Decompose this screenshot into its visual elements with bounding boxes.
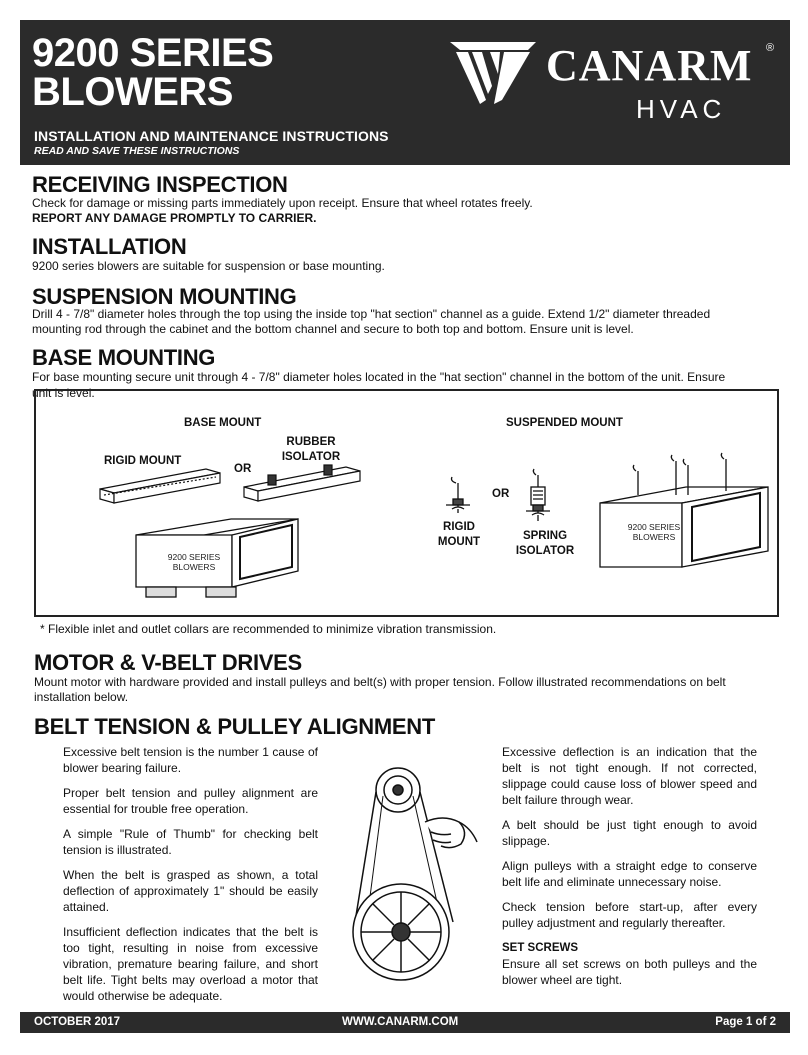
belt-left-paragraph: Insufficient deflection indicates that the belt is too tight, resulting in noise from excessive vibration, premature bearing failure, and short belt life. Tight belts may overload a motor that would otherwise be adequate. (63, 925, 318, 1003)
blower-label-2-line-1: 9200 SERIES (627, 522, 681, 532)
blower-label-1-line-1: 9200 SERIES (167, 552, 221, 562)
title-line-2: BLOWERS (32, 70, 233, 114)
belt-left-paragraph: Proper belt tension and pulley alignment are essential for trouble free operation. (63, 786, 318, 816)
canarm-logo (446, 34, 786, 124)
figure-footnote: * Flexible inlet and outlet collars are recommended to minimize vibration transmission. (40, 622, 497, 636)
blower-label-2-line-2: BLOWERS (632, 532, 676, 542)
rubber-isolator-line-1: RUBBER (286, 436, 336, 448)
receiving-text: Check for damage or missing parts immediately upon receipt. Ensure that wheel rotates freely. (32, 196, 533, 210)
motor-heading: MOTOR & V-BELT DRIVES (34, 650, 302, 675)
motor-text-1: Mount motor with hardware provided and install pulleys and belt(s) with proper tension. Follow illustrated recommendations on belt (34, 675, 726, 689)
belt-tension-illustration (343, 752, 478, 982)
motor-text-2: installation below. (34, 690, 129, 704)
rigid-hanger-icon (446, 477, 470, 513)
canarm-logo-mark-icon (446, 38, 541, 108)
spring-isolator-line-2: ISOLATOR (515, 545, 575, 557)
suspension-heading: SUSPENSION MOUNTING (32, 284, 297, 309)
belt-right-paragraph: Excessive deflection is an indication that the belt is not tight enough. If not corrected, slippage could cause loss of blower speed and belt failure through wear. (502, 745, 757, 807)
belt-left-paragraph: A simple "Rule of Thumb" for checking belt tension is illustrated. (63, 827, 318, 857)
spring-isolator-label (510, 529, 580, 559)
belt-right-paragraph: A belt should be just tight enough to avoid slippage. (502, 818, 757, 848)
rigid-mount-bar-icon (100, 469, 220, 503)
installation-heading: INSTALLATION (32, 234, 187, 259)
registered-mark: ® (766, 42, 775, 54)
header-banner (20, 20, 790, 165)
document-title (32, 31, 274, 114)
mounting-figure (34, 389, 779, 617)
brand-hvac: HVAC (636, 94, 727, 124)
belt-right-column (502, 744, 757, 988)
suspended-mount-title: SUSPENDED MOUNT (506, 417, 623, 429)
brand-name: CANARM (546, 41, 753, 90)
or-label-2: OR (492, 488, 510, 500)
belt-right-paragraph: Align pulleys with a straight edge to conserve belt life and eliminate unnecessary noise. (502, 859, 757, 889)
rigid-hanger-label (432, 520, 486, 550)
set-screws-heading: SET SCREWS (502, 942, 579, 954)
spring-isolator-line-1: SPRING (522, 530, 568, 542)
blower-label-2 (614, 522, 694, 542)
belt-heading: BELT TENSION & PULLEY ALIGNMENT (34, 714, 435, 739)
spring-isolator-icon (526, 469, 550, 521)
blower-label-1-line-2: BLOWERS (172, 562, 216, 572)
read-save-note: READ AND SAVE THESE INSTRUCTIONS (34, 145, 240, 157)
footer-bar (20, 1012, 790, 1033)
belt-left-paragraph: Excessive belt tension is the number 1 cause of blower bearing failure. (63, 745, 318, 775)
footer-page-number: Page 1 of 2 (715, 1016, 776, 1028)
belt-left-paragraph: When the belt is grasped as shown, a total deflection of approximately 1" should be easily attained. (63, 868, 318, 914)
base-text-2: unit is level. (32, 386, 95, 400)
blower-unit-suspended-icon (600, 453, 768, 567)
suspension-text-2: mounting rod through the cabinet and the bottom channel and secure to both top and bottom. Ensure unit is level. (32, 322, 634, 336)
or-label-1: OR (234, 463, 252, 475)
title-line-1: 9200 SERIES (32, 31, 274, 75)
rubber-isolator-label (276, 435, 346, 465)
belt-left-column (63, 744, 318, 1013)
mounting-illustration (36, 391, 777, 615)
blower-label-1 (154, 552, 234, 572)
rigid-hanger-line-1: RIGID (443, 521, 475, 533)
suspension-text-1: Drill 4 - 7/8" diameter holes through the top using the inside top "hat section" channel as a guide. Extend 1/2" diameter threaded (32, 307, 711, 321)
base-heading: BASE MOUNTING (32, 345, 216, 370)
footer-url[interactable]: WWW.CANARM.COM (342, 1016, 459, 1028)
rigid-mount-label: RIGID MOUNT (104, 455, 182, 467)
receiving-heading: RECEIVING INSPECTION (32, 172, 288, 197)
rubber-isolator-line-2: ISOLATOR (281, 451, 341, 463)
receiving-warning: REPORT ANY DAMAGE PROMPTLY TO CARRIER. (32, 211, 317, 225)
base-text-1: For base mounting secure unit through 4 - 7/8" diameter holes located in the "hat section" channel in the bottom of the unit. Ensure (32, 370, 726, 384)
rigid-hanger-line-2: MOUNT (437, 536, 481, 548)
belt-right-paragraph: Check tension before start-up, after every pulley adjustment and regularly thereafter. (502, 900, 757, 930)
document-subtitle: INSTALLATION AND MAINTENANCE INSTRUCTIONS (34, 128, 389, 144)
installation-text: 9200 series blowers are suitable for suspension or base mounting. (32, 259, 385, 273)
footer-date: OCTOBER 2017 (34, 1016, 121, 1028)
rubber-isolator-bar-icon (244, 465, 360, 501)
base-mount-title: BASE MOUNT (184, 417, 262, 429)
set-screws-text: Ensure all set screws on both pulleys and the blower wheel are tight. (502, 957, 757, 987)
